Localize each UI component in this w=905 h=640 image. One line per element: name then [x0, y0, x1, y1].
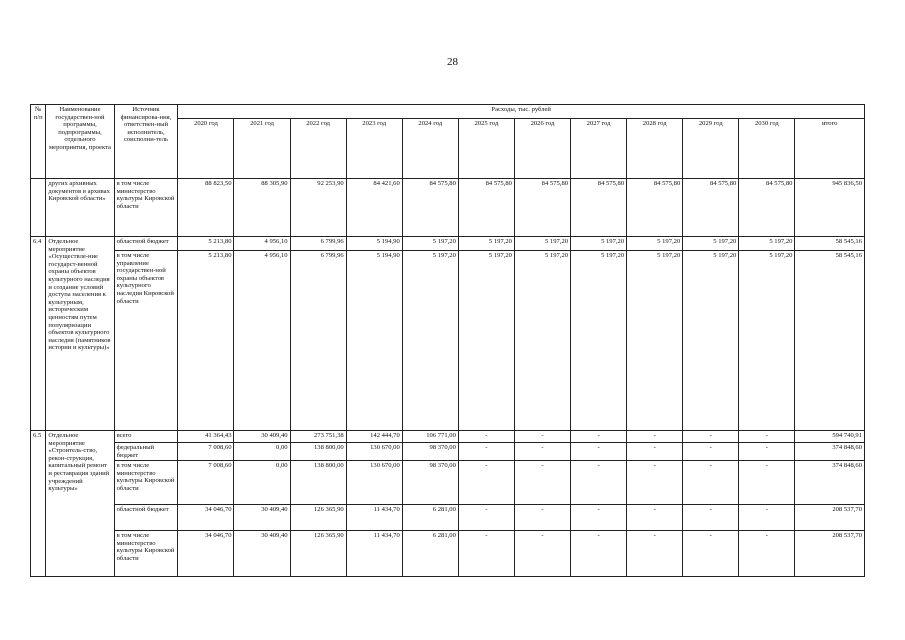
cell-value: 98 370,00 — [402, 461, 458, 505]
cell-value: - — [514, 443, 570, 461]
header-no: № п/п — [31, 105, 46, 179]
cell-value: - — [683, 461, 739, 505]
header-name: Наименование государствен-ной программы, подпрограммы, отдельного мероприятия, проекта — [46, 105, 114, 179]
row-name: других архивных документов в архивах Кировской области» — [46, 179, 114, 237]
table-header — [31, 105, 865, 179]
cell-value: 5 194,90 — [346, 237, 402, 251]
cell-value: 5 197,20 — [683, 251, 739, 431]
cell-value: 5 197,20 — [571, 237, 627, 251]
cell-value: 5 197,20 — [514, 237, 570, 251]
row-name: Отдельное мероприятие «Строитель-ство, рекон-струкция, капитальный ремонт и реставрация зданий учреждений культуры» — [46, 431, 114, 577]
cell-value: 34 046,70 — [178, 531, 234, 577]
cell-value: 88 305,90 — [234, 179, 290, 237]
cell-value: - — [571, 431, 627, 443]
cell-value: - — [571, 505, 627, 531]
cell-value: - — [514, 505, 570, 531]
row-name: Отдельное мероприятие «Осуществле-ние государст-венной охраны объектов культурного наследия и создание условий доступа населения к культурным, историческим ценностям путем популяризации объектов культурного наследия (памятников истории и культуры)» — [46, 237, 114, 431]
header-year: 2030 год — [739, 119, 795, 179]
cell-value: - — [458, 461, 514, 505]
header-total: итого — [795, 119, 865, 179]
cell-value: 4 956,10 — [234, 251, 290, 431]
cell-value: - — [627, 443, 683, 461]
cell-value: - — [683, 531, 739, 577]
header-year: 2022 год — [290, 119, 346, 179]
cell-value: 84 575,80 — [571, 179, 627, 237]
row-source: федеральный бюджет — [114, 443, 178, 461]
cell-value: 130 670,00 — [346, 461, 402, 505]
budget-table — [30, 104, 865, 577]
cell-value: - — [627, 531, 683, 577]
cell-value: - — [683, 505, 739, 531]
row-number: 6.5 — [31, 431, 46, 577]
cell-value: 0,00 — [234, 443, 290, 461]
cell-value: - — [627, 431, 683, 443]
cell-value: 84 421,60 — [346, 179, 402, 237]
table-row — [31, 531, 865, 577]
page-number: 28 — [447, 56, 458, 68]
cell-value: 98 370,00 — [402, 443, 458, 461]
cell-value: - — [514, 531, 570, 577]
row-number: 6.4 — [31, 237, 46, 431]
cell-value: - — [739, 531, 795, 577]
header-year: 2021 год — [234, 119, 290, 179]
cell-value: - — [739, 505, 795, 531]
header-year: 2029 год — [683, 119, 739, 179]
cell-total: 58 545,16 — [795, 237, 865, 251]
header-year: 2027 год — [571, 119, 627, 179]
cell-value: 106 771,00 — [402, 431, 458, 443]
cell-value: 11 434,70 — [346, 505, 402, 531]
cell-value: 84 575,80 — [627, 179, 683, 237]
row-source: в том числе управление государствен-ной охраны объектов культурного наследия Кировской области — [114, 251, 178, 431]
cell-value: 4 956,10 — [234, 237, 290, 251]
cell-total: 58 545,16 — [795, 251, 865, 431]
cell-value: 5 197,20 — [458, 251, 514, 431]
cell-value: - — [458, 505, 514, 531]
cell-value: - — [739, 431, 795, 443]
table-row — [31, 237, 865, 251]
cell-value: 126 365,90 — [290, 531, 346, 577]
cell-value: - — [571, 443, 627, 461]
cell-value: 7 008,60 — [178, 461, 234, 505]
table-row — [31, 179, 865, 237]
cell-value: - — [627, 505, 683, 531]
table-row — [31, 251, 865, 431]
cell-value: 138 800,00 — [290, 461, 346, 505]
cell-value: 30 409,40 — [234, 505, 290, 531]
cell-value: 11 434,70 — [346, 531, 402, 577]
cell-total: 594 740,91 — [795, 431, 865, 443]
row-source: всего — [114, 431, 178, 443]
cell-value: 6 799,96 — [290, 237, 346, 251]
cell-value: 5 194,90 — [346, 251, 402, 431]
cell-value: 5 197,20 — [627, 237, 683, 251]
cell-value: 88 823,50 — [178, 179, 234, 237]
cell-value: - — [627, 461, 683, 505]
row-source: в том числе министерство культуры Кировской области — [114, 179, 178, 237]
cell-value: 5 197,20 — [402, 251, 458, 431]
cell-value: 5 197,20 — [627, 251, 683, 431]
header-year: 2028 год — [627, 119, 683, 179]
table-row — [31, 431, 865, 443]
cell-value: 5 197,20 — [739, 237, 795, 251]
cell-value: 5 197,20 — [571, 251, 627, 431]
cell-value: 6 281,00 — [402, 531, 458, 577]
cell-value: - — [458, 431, 514, 443]
cell-value: 5 213,80 — [178, 251, 234, 431]
cell-value: - — [514, 461, 570, 505]
cell-total: 374 848,60 — [795, 443, 865, 461]
header-source: Источник финансирова-ния, ответствен-ный исполнитель, соисполни-тель — [114, 105, 178, 179]
header-year: 2026 год — [514, 119, 570, 179]
header-expenses: Расходы, тыс. рублей — [178, 105, 865, 119]
header-year: 2025 год — [458, 119, 514, 179]
cell-value: 7 008,60 — [178, 443, 234, 461]
table-body — [31, 179, 865, 577]
cell-value: 30 409,40 — [234, 431, 290, 443]
cell-value: 41 364,43 — [178, 431, 234, 443]
cell-total: 945 836,50 — [795, 179, 865, 237]
cell-value: 5 197,20 — [514, 251, 570, 431]
cell-total: 208 537,70 — [795, 505, 865, 531]
cell-value: 6 281,00 — [402, 505, 458, 531]
cell-value: 92 253,90 — [290, 179, 346, 237]
table-row — [31, 443, 865, 461]
cell-total: 374 848,60 — [795, 461, 865, 505]
row-number — [31, 179, 46, 237]
header-year: 2020 год — [178, 119, 234, 179]
cell-value: 5 213,80 — [178, 237, 234, 251]
cell-value: 126 365,90 — [290, 505, 346, 531]
row-source: в том числе министерство культуры Кировской области — [114, 531, 178, 577]
cell-value: - — [458, 443, 514, 461]
cell-value: 84 575,80 — [514, 179, 570, 237]
table-row — [31, 461, 865, 505]
cell-value: - — [739, 443, 795, 461]
cell-value: 5 197,20 — [458, 237, 514, 251]
cell-value: 6 799,96 — [290, 251, 346, 431]
cell-value: - — [514, 431, 570, 443]
cell-value: - — [571, 461, 627, 505]
row-source: областной бюджет — [114, 505, 178, 531]
cell-value: 5 197,20 — [739, 251, 795, 431]
cell-value: 30 409,40 — [234, 531, 290, 577]
cell-value: 84 575,80 — [458, 179, 514, 237]
row-source: областной бюджет — [114, 237, 178, 251]
cell-value: - — [739, 461, 795, 505]
row-source: в том числе министерство культуры Кировской области — [114, 461, 178, 505]
cell-value: 84 575,80 — [683, 179, 739, 237]
cell-value: - — [458, 531, 514, 577]
cell-value: 5 197,20 — [402, 237, 458, 251]
table-row — [31, 505, 865, 531]
cell-total: 208 537,70 — [795, 531, 865, 577]
header-year: 2024 год — [402, 119, 458, 179]
cell-value: - — [683, 443, 739, 461]
cell-value: - — [683, 431, 739, 443]
cell-value: 273 751,38 — [290, 431, 346, 443]
cell-value: 84 575,80 — [739, 179, 795, 237]
cell-value: 84 575,80 — [402, 179, 458, 237]
header-year: 2023 год — [346, 119, 402, 179]
cell-value: 142 444,70 — [346, 431, 402, 443]
cell-value: 130 670,00 — [346, 443, 402, 461]
cell-value: 138 800,00 — [290, 443, 346, 461]
cell-value: - — [571, 531, 627, 577]
cell-value: 5 197,20 — [683, 237, 739, 251]
cell-value: 34 046,70 — [178, 505, 234, 531]
cell-value: 0,00 — [234, 461, 290, 505]
